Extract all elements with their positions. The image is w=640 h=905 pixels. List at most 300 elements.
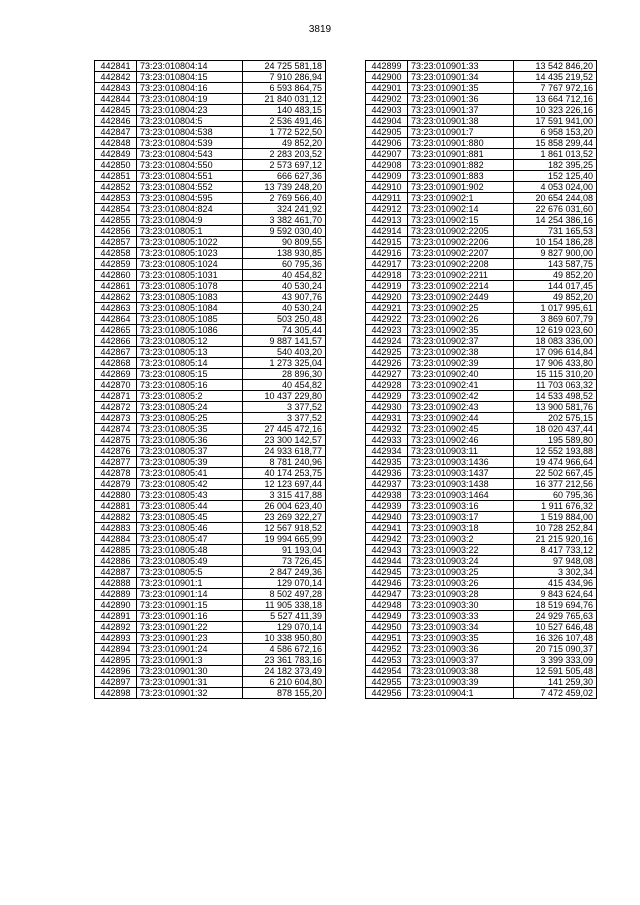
row-number: 442849 [95,149,137,160]
row-number: 442862 [95,292,137,303]
cadastral-number: 73:23:010902:41 [408,380,514,391]
table-row [366,501,597,512]
cadastral-value: 14 533 498,52 [514,391,597,402]
cadastral-value: 4 586 672,16 [243,644,326,655]
cadastral-value: 5 527 411,39 [243,611,326,622]
table-row [95,666,326,677]
row-number: 442864 [95,314,137,325]
cadastral-number: 73:23:010901:33 [408,61,514,72]
row-number: 442922 [366,314,408,325]
cadastral-value: 1 519 884,00 [514,512,597,523]
cadastral-value: 12 619 023,60 [514,325,597,336]
table-row [366,446,597,457]
cadastral-value: 3 315 417,88 [243,490,326,501]
cadastral-value: 731 165,53 [514,226,597,237]
table-row [366,457,597,468]
table-row [95,314,326,325]
cadastral-number: 73:23:010901:22 [137,622,243,633]
cadastral-number: 73:23:010804:551 [137,171,243,182]
cadastral-value: 16 377 212,56 [514,479,597,490]
cadastral-value: 152 125,40 [514,171,597,182]
cadastral-value: 23 300 142,57 [243,435,326,446]
cadastral-number: 73:23:010903:35 [408,633,514,644]
row-number: 442856 [95,226,137,237]
cadastral-value: 26 004 623,40 [243,501,326,512]
table-row [95,567,326,578]
row-number: 442865 [95,325,137,336]
table-row [366,688,597,699]
table-row [366,116,597,127]
row-number: 442880 [95,490,137,501]
cadastral-value: 2 847 249,36 [243,567,326,578]
cadastral-value: 143 587,75 [514,259,597,270]
table-row [366,380,597,391]
row-number: 442859 [95,259,137,270]
table-row [95,193,326,204]
row-number: 442920 [366,292,408,303]
table-row [95,512,326,523]
table-row [95,578,326,589]
cadastral-number: 73:23:010804:824 [137,204,243,215]
cadastral-value: 40 454,82 [243,380,326,391]
cadastral-number: 73:23:010901:37 [408,105,514,116]
row-number: 442866 [95,336,137,347]
table-row [95,336,326,347]
table-row [366,105,597,116]
cadastral-number: 73:23:010902:2211 [408,270,514,281]
table-row [366,127,597,138]
table-row [366,94,597,105]
cadastral-value: 22 502 667,45 [514,468,597,479]
cadastral-number: 73:23:010903:17 [408,512,514,523]
cadastral-value: 15 858 299,44 [514,138,597,149]
table-row [366,83,597,94]
cadastral-value: 91 193,04 [243,545,326,556]
cadastral-number: 73:23:010902:35 [408,325,514,336]
table-row [366,556,597,567]
table-row [95,380,326,391]
row-number: 442930 [366,402,408,413]
cadastral-value: 1 861 013,52 [514,149,597,160]
row-number: 442948 [366,600,408,611]
cadastral-value: 49 852,20 [514,292,597,303]
cadastral-number: 73:23:010805:1085 [137,314,243,325]
cadastral-value: 9 592 030,40 [243,226,326,237]
left-table-body [95,61,326,699]
cadastral-value: 40 174 253,75 [243,468,326,479]
table-row [366,622,597,633]
table-row [95,270,326,281]
cadastral-number: 73:23:010903:18 [408,523,514,534]
cadastral-number: 73:23:010805:36 [137,435,243,446]
cadastral-value: 11 905 338,18 [243,600,326,611]
cadastral-number: 73:23:010901:883 [408,171,514,182]
table-row [95,677,326,688]
row-number: 442923 [366,325,408,336]
row-number: 442861 [95,281,137,292]
cadastral-value: 60 795,36 [243,259,326,270]
cadastral-value: 12 591 505,48 [514,666,597,677]
cadastral-number: 73:23:010901:14 [137,589,243,600]
table-row [95,149,326,160]
table-row [366,424,597,435]
cadastral-number: 73:23:010804:550 [137,160,243,171]
cadastral-number: 73:23:010902:38 [408,347,514,358]
table-row [366,215,597,226]
cadastral-number: 73:23:010805:16 [137,380,243,391]
row-number: 442901 [366,83,408,94]
table-row [366,402,597,413]
row-number: 442919 [366,281,408,292]
cadastral-number: 73:23:010901:32 [137,688,243,699]
table-row [366,248,597,259]
row-number: 442910 [366,182,408,193]
row-number: 442913 [366,215,408,226]
cadastral-number: 73:23:010805:46 [137,523,243,534]
cadastral-number: 73:23:010804:539 [137,138,243,149]
table-row [366,512,597,523]
cadastral-value: 2 536 491,46 [243,116,326,127]
cadastral-value: 73 726,45 [243,556,326,567]
table-row [95,644,326,655]
row-number: 442918 [366,270,408,281]
table-row [366,567,597,578]
cadastral-number: 73:23:010903:26 [408,578,514,589]
cadastral-number: 73:23:010804:543 [137,149,243,160]
cadastral-number: 73:23:010805:1078 [137,281,243,292]
cadastral-number: 73:23:010902:45 [408,424,514,435]
row-number: 442847 [95,127,137,138]
table-row [366,534,597,545]
table-row [95,160,326,171]
row-number: 442886 [95,556,137,567]
cadastral-number: 73:23:010902:42 [408,391,514,402]
cadastral-number: 73:23:010902:46 [408,435,514,446]
row-number: 442844 [95,94,137,105]
row-number: 442857 [95,237,137,248]
row-number: 442938 [366,490,408,501]
table-row [366,72,597,83]
cadastral-number: 73:23:010805:14 [137,358,243,369]
cadastral-number: 73:23:010903:1464 [408,490,514,501]
cadastral-value: 202 575,15 [514,413,597,424]
table-row [366,523,597,534]
cadastral-value: 17 906 433,80 [514,358,597,369]
table-row [95,347,326,358]
cadastral-number: 73:23:010804:14 [137,61,243,72]
cadastral-number: 73:23:010903:33 [408,611,514,622]
cadastral-value: 1 911 676,32 [514,501,597,512]
row-number: 442951 [366,633,408,644]
cadastral-value: 8 781 240,96 [243,457,326,468]
cadastral-number: 73:23:010805:5 [137,567,243,578]
cadastral-number: 73:23:010805:25 [137,413,243,424]
table-row [95,83,326,94]
table-row [366,666,597,677]
cadastral-number: 73:23:010901:882 [408,160,514,171]
row-number: 442842 [95,72,137,83]
cadastral-value: 3 382 461,70 [243,215,326,226]
table-row [95,391,326,402]
row-number: 442853 [95,193,137,204]
cadastral-value: 3 302,34 [514,567,597,578]
table-row [95,105,326,116]
table-row [95,248,326,259]
cadastral-value: 10 437 229,80 [243,391,326,402]
row-number: 442936 [366,468,408,479]
table-row [95,281,326,292]
cadastral-number: 73:23:010902:15 [408,215,514,226]
cadastral-number: 73:23:010901:880 [408,138,514,149]
cadastral-number: 73:23:010902:2205 [408,226,514,237]
cadastral-number: 73:23:010902:2206 [408,237,514,248]
cadastral-number: 73:23:010903:30 [408,600,514,611]
table-row [95,611,326,622]
table-row [95,259,326,270]
cadastral-value: 144 017,45 [514,281,597,292]
right-register-table [365,60,597,699]
table-row [366,303,597,314]
row-number: 442902 [366,94,408,105]
table-row [366,138,597,149]
row-number: 442868 [95,358,137,369]
cadastral-number: 73:23:010903:16 [408,501,514,512]
cadastral-value: 666 627,36 [243,171,326,182]
cadastral-value: 415 434,96 [514,578,597,589]
row-number: 442860 [95,270,137,281]
row-number: 442874 [95,424,137,435]
cadastral-value: 15 115 310,20 [514,369,597,380]
table-row [366,281,597,292]
row-number: 442877 [95,457,137,468]
cadastral-number: 73:23:010805:1084 [137,303,243,314]
cadastral-number: 73:23:010902:1 [408,193,514,204]
row-number: 442892 [95,622,137,633]
cadastral-value: 40 530,24 [243,281,326,292]
table-row [366,633,597,644]
cadastral-value: 6 958 153,20 [514,127,597,138]
row-number: 442929 [366,391,408,402]
cadastral-number: 73:23:010804:16 [137,83,243,94]
row-number: 442881 [95,501,137,512]
row-number: 442878 [95,468,137,479]
cadastral-number: 73:23:010804:5 [137,116,243,127]
row-number: 442897 [95,677,137,688]
row-number: 442843 [95,83,137,94]
cadastral-value: 12 123 697,44 [243,479,326,490]
cadastral-number: 73:23:010805:1031 [137,270,243,281]
row-number: 442867 [95,347,137,358]
row-number: 442872 [95,402,137,413]
cadastral-number: 73:23:010805:12 [137,336,243,347]
cadastral-number: 73:23:010805:45 [137,512,243,523]
table-row [95,292,326,303]
cadastral-number: 73:23:010804:538 [137,127,243,138]
cadastral-value: 16 326 107,48 [514,633,597,644]
cadastral-number: 73:23:010903:28 [408,589,514,600]
cadastral-number: 73:23:010901:34 [408,72,514,83]
table-row [366,270,597,281]
cadastral-number: 73:23:010805:13 [137,347,243,358]
table-row [366,578,597,589]
cadastral-value: 9 843 624,64 [514,589,597,600]
cadastral-value: 10 323 226,16 [514,105,597,116]
table-row [366,490,597,501]
table-row [366,314,597,325]
cadastral-value: 24 929 765,63 [514,611,597,622]
table-row [366,391,597,402]
cadastral-number: 73:23:010805:24 [137,402,243,413]
table-row [366,655,597,666]
row-number: 442899 [366,61,408,72]
table-row [95,325,326,336]
cadastral-number: 73:23:010903:11 [408,446,514,457]
table-row [95,237,326,248]
cadastral-value: 3 869 607,79 [514,314,597,325]
table-row [95,600,326,611]
cadastral-number: 73:23:010902:26 [408,314,514,325]
table-row [95,633,326,644]
cadastral-value: 24 933 618,77 [243,446,326,457]
cadastral-number: 73:23:010901:902 [408,182,514,193]
row-number: 442869 [95,369,137,380]
row-number: 442911 [366,193,408,204]
cadastral-number: 73:23:010901:16 [137,611,243,622]
cadastral-value: 20 715 090,37 [514,644,597,655]
table-row [95,61,326,72]
cadastral-number: 73:23:010901:1 [137,578,243,589]
cadastral-number: 73:23:010903:37 [408,655,514,666]
table-row [95,116,326,127]
cadastral-number: 73:23:010901:15 [137,600,243,611]
row-number: 442891 [95,611,137,622]
cadastral-number: 73:23:010901:24 [137,644,243,655]
cadastral-number: 73:23:010903:1438 [408,479,514,490]
cadastral-number: 73:23:010805:44 [137,501,243,512]
row-number: 442851 [95,171,137,182]
table-row [95,457,326,468]
cadastral-value: 9 887 141,57 [243,336,326,347]
cadastral-number: 73:23:010805:48 [137,545,243,556]
cadastral-value: 17 591 941,00 [514,116,597,127]
cadastral-number: 73:23:010901:7 [408,127,514,138]
cadastral-value: 18 083 336,00 [514,336,597,347]
row-number: 442947 [366,589,408,600]
row-number: 442909 [366,171,408,182]
cadastral-value: 7 767 972,16 [514,83,597,94]
row-number: 442879 [95,479,137,490]
cadastral-value: 14 254 386,16 [514,215,597,226]
row-number: 442916 [366,248,408,259]
cadastral-value: 503 250,48 [243,314,326,325]
cadastral-value: 40 454,82 [243,270,326,281]
table-row [366,545,597,556]
cadastral-value: 90 809,55 [243,237,326,248]
row-number: 442895 [95,655,137,666]
row-number: 442893 [95,633,137,644]
cadastral-value: 138 930,85 [243,248,326,259]
cadastral-number: 73:23:010805:1023 [137,248,243,259]
table-row [95,94,326,105]
table-row [95,523,326,534]
row-number: 442940 [366,512,408,523]
cadastral-value: 9 827 900,00 [514,248,597,259]
row-number: 442915 [366,237,408,248]
row-number: 442876 [95,446,137,457]
cadastral-number: 73:23:010902:2449 [408,292,514,303]
table-row [95,358,326,369]
table-row [95,688,326,699]
table-row [95,303,326,314]
table-row [366,611,597,622]
table-row [95,468,326,479]
table-row [366,677,597,688]
table-row [95,556,326,567]
cadastral-number: 73:23:010804:19 [137,94,243,105]
cadastral-value: 49 852,20 [243,138,326,149]
cadastral-value: 60 795,36 [514,490,597,501]
cadastral-number: 73:23:010903:36 [408,644,514,655]
cadastral-value: 3 377,52 [243,413,326,424]
cadastral-value: 23 269 322,27 [243,512,326,523]
cadastral-value: 49 852,20 [514,270,597,281]
cadastral-number: 73:23:010804:595 [137,193,243,204]
row-number: 442933 [366,435,408,446]
cadastral-number: 73:23:010805:1086 [137,325,243,336]
table-row [95,490,326,501]
cadastral-number: 73:23:010901:35 [408,83,514,94]
cadastral-value: 4 053 024,00 [514,182,597,193]
row-number: 442855 [95,215,137,226]
row-number: 442908 [366,160,408,171]
cadastral-value: 10 154 186,28 [514,237,597,248]
cadastral-number: 73:23:010805:1022 [137,237,243,248]
table-row [95,182,326,193]
cadastral-value: 7 472 459,02 [514,688,597,699]
cadastral-value: 12 552 193,88 [514,446,597,457]
row-number: 442894 [95,644,137,655]
cadastral-value: 13 739 248,20 [243,182,326,193]
row-number: 442854 [95,204,137,215]
table-row [366,193,597,204]
table-row [366,149,597,160]
cadastral-number: 73:23:010805:1083 [137,292,243,303]
table-row [366,182,597,193]
table-row [95,413,326,424]
row-number: 442871 [95,391,137,402]
cadastral-value: 19 474 966,64 [514,457,597,468]
row-number: 442906 [366,138,408,149]
cadastral-value: 195 589,80 [514,435,597,446]
cadastral-number: 73:23:010903:2 [408,534,514,545]
cadastral-value: 182 395,25 [514,160,597,171]
table-row [366,347,597,358]
cadastral-value: 20 654 244,08 [514,193,597,204]
left-register-table [94,60,326,699]
row-number: 442944 [366,556,408,567]
row-number: 442950 [366,622,408,633]
cadastral-number: 73:23:010902:37 [408,336,514,347]
row-number: 442945 [366,567,408,578]
cadastral-number: 73:23:010903:39 [408,677,514,688]
row-number: 442926 [366,358,408,369]
cadastral-value: 13 664 712,16 [514,94,597,105]
cadastral-number: 73:23:010805:1 [137,226,243,237]
row-number: 442889 [95,589,137,600]
cadastral-value: 8 417 733,12 [514,545,597,556]
cadastral-value: 8 502 497,28 [243,589,326,600]
right-table-body [366,61,597,699]
